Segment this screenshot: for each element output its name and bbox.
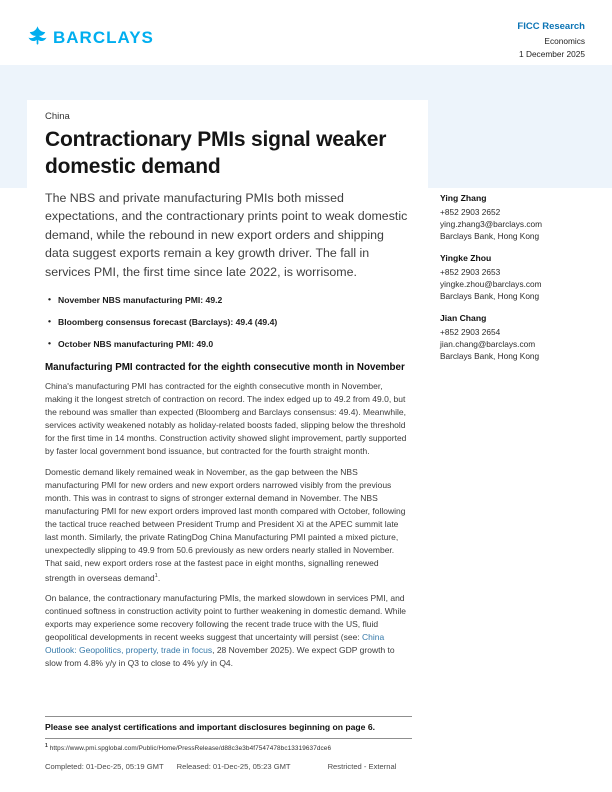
bullet-text: Bloomberg consensus forecast (Barclays): 49.4 (49.4) [58, 317, 278, 328]
divider [45, 738, 412, 739]
analyst-email: yingke.zhou@barclays.com [440, 278, 542, 289]
article-body [45, 380, 411, 671]
restriction-label: Restricted - External [327, 762, 397, 772]
analyst-phone: +852 2903 2653 [440, 266, 501, 277]
publication-date: 1 December 2025 [519, 49, 585, 59]
barclays-logo [27, 25, 154, 51]
released-timestamp: Released: 01-Dec-25, 05:23 GMT [176, 762, 291, 772]
bullet-text: October NBS manufacturing PMI: 49.0 [58, 339, 214, 350]
paragraph [45, 466, 411, 585]
analyst-card [440, 253, 590, 302]
analyst-phone: +852 2903 2652 [440, 206, 501, 217]
analyst-email: jian.chang@barclays.com [440, 338, 536, 349]
footnote-url-link[interactable]: https://www.pmi.spglobal.com/Public/Home/PressRelease/d88c3e3b4f7547478bc13319637dce6 [49, 745, 332, 753]
department-label: Economics [544, 35, 585, 46]
key-figures-list [45, 295, 411, 349]
analyst-location: Barclays Bank, Hong Kong [440, 351, 540, 362]
region-eyebrow: China [45, 111, 70, 122]
footnote-reference [45, 743, 412, 752]
analyst-name: Ying Zhang [440, 193, 487, 203]
masthead-meta [517, 21, 585, 59]
paragraph: China's manufacturing PMI has contracted for the eighth consecutive month in November, making it the longest stretch of contraction on record. The index edged up to 49.2 from 49.0, but the rebound was smaller than expected (Bloomberg and Barclays consensus: 49.4). Meanwhile, services activity weakened notably as holiday-related boosts faded, slipping below the threshold for the first time in 14 months. Construction activity showed slight improvement, partly supported by faster local government bond issuance, but contracted for the fourth straight month. [45, 380, 407, 456]
article-card [27, 100, 428, 792]
analyst-location: Barclays Bank, Hong Kong [440, 230, 540, 241]
china-outlook-report-link[interactable]: China Outlook: Geopolitics, property, trade in focus [45, 632, 385, 656]
list-item [45, 339, 411, 349]
barclays-wordmark: BARCLAYS [53, 28, 154, 47]
disclosure-notice: Please see analyst certifications and important disclosures beginning on page 6. [45, 722, 375, 732]
list-item [45, 295, 411, 305]
analyst-name: Yingke Zhou [440, 253, 492, 264]
timestamp-footer [45, 762, 412, 771]
paragraph-text: Domestic demand likely remained weak in November, as the gap between the NBS manufacturing PMI for new orders and new export orders narrowed visibly from the previous month. This was in contrast to signs of stronger external demand in November. The NBS manufacturing PMI for new export orders improved last month compared with October, following the tactical truce reached between President Trump and President Xi at the APEC summit late last month. Similarly, the private RatingDog China Manufacturing PMI painted a mixed picture, unexpectedly slipping to 49.9 from 50.6 previously as new orders nearly stalled in November. That said, new export orders rose at the fastest pace in eight months, signalling renewed strength in overseas demand [45, 466, 406, 583]
divider [45, 716, 412, 717]
list-item [45, 317, 411, 327]
footnote-marker: 1 [154, 572, 158, 579]
analyst-location: Barclays Bank, Hong Kong [440, 291, 540, 302]
analyst-card [440, 313, 590, 362]
research-division-label: FICC Research [517, 21, 585, 32]
footnote-marker: 1 [45, 743, 48, 749]
analyst-sidebar [440, 193, 590, 373]
section-heading: Manufacturing PMI contracted for the eighth consecutive month in November [45, 362, 405, 374]
paragraph-text: On balance, the contractionary manufacturing PMIs, the marked slowdown in services PMI, and continued softness in construction activity point to further weakening in domestic demand. While exports may experience some recovery following the recent trade truce with the US, fluid geopolitical developments in recent weeks suggest that uncertainty will persist (see: [45, 593, 406, 643]
analyst-name: Jian Chang [440, 313, 487, 324]
barclays-eagle-icon [27, 25, 48, 51]
page-bottom-block [45, 716, 412, 771]
analyst-email: ying.zhang3@barclays.com [440, 218, 543, 229]
article-lede: The NBS and private manufacturing PMIs both missed expectations, and the contractionary prints point to weak domestic demand, while the rebound in new export orders and shipping data suggest exports remain a key growth driver. The fall in services PMI, the first time since late 2022, is worrisome. [45, 191, 408, 279]
paragraph-text: , 28 November 2025). We expect GDP growth to slow from 4.8% y/y in Q3 to close to 4% y/y in Q4. [45, 645, 395, 669]
masthead-bar [0, 0, 612, 65]
analyst-phone: +852 2903 2654 [440, 326, 501, 337]
analyst-card [440, 193, 590, 242]
paragraph [45, 592, 411, 670]
bullet-text: November NBS manufacturing PMI: 49.2 [58, 295, 223, 306]
completed-timestamp: Completed: 01-Dec-25, 05:19 GMT [45, 762, 164, 772]
article-title: Contractionary PMIs signal weaker domestic demand [45, 128, 387, 178]
paragraph-text: . [157, 572, 161, 583]
